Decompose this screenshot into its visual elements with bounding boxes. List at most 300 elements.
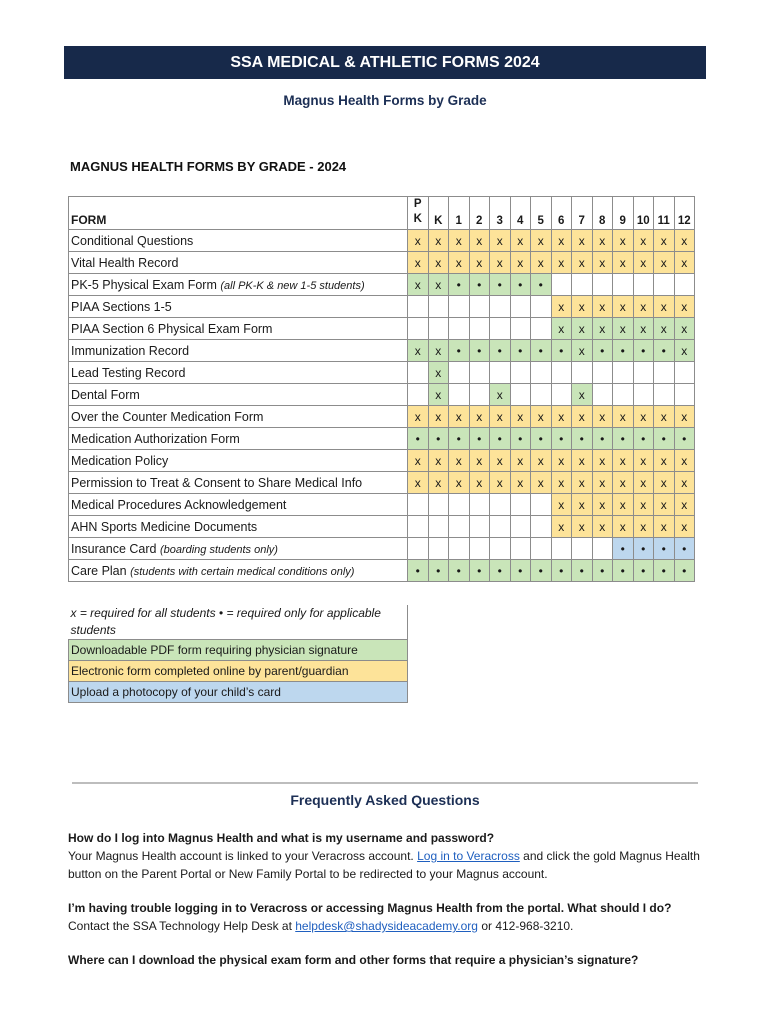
grade-cell: •: [449, 274, 470, 296]
grade-cell: x: [592, 450, 613, 472]
form-name-text: Care Plan: [71, 563, 131, 578]
grade-cell: •: [531, 428, 552, 450]
grade-cell: •: [408, 428, 429, 450]
grade-cell: [408, 296, 429, 318]
grade-cell: [408, 362, 429, 384]
grade-cell: [469, 516, 490, 538]
grade-cell: x: [531, 450, 552, 472]
grade-cell: x: [572, 296, 593, 318]
grade-cell: x: [674, 472, 695, 494]
grade-cell: x: [613, 406, 634, 428]
table-row: [69, 450, 695, 472]
grade-cell: x: [674, 318, 695, 340]
grade-cell: x: [572, 472, 593, 494]
grade-cell: [490, 538, 511, 560]
grade-cell: •: [531, 340, 552, 362]
grade-cell: x: [428, 384, 449, 406]
grade-cell: x: [633, 472, 654, 494]
table-row: [69, 296, 695, 318]
grade-cell: x: [428, 230, 449, 252]
grade-cell: x: [449, 230, 470, 252]
grade-cell: [531, 318, 552, 340]
grade-cell: x: [469, 230, 490, 252]
grade-cell: x: [551, 252, 572, 274]
grade-header: 7: [572, 197, 593, 230]
grade-cell: x: [674, 230, 695, 252]
grade-cell: x: [408, 274, 429, 296]
grade-cell: [469, 494, 490, 516]
grade-cell: •: [469, 428, 490, 450]
grade-cell: x: [490, 252, 511, 274]
grade-cell: x: [613, 296, 634, 318]
grade-cell: x: [674, 450, 695, 472]
grade-cell: x: [449, 252, 470, 274]
table-row: [69, 472, 695, 494]
form-name: [69, 362, 408, 384]
grade-cell: [572, 274, 593, 296]
grade-cell: [449, 516, 470, 538]
grade-cell: •: [531, 274, 552, 296]
table-row: [69, 362, 695, 384]
grade-cell: •: [572, 428, 593, 450]
grade-cell: •: [490, 274, 511, 296]
table-row: [69, 318, 695, 340]
grade-cell: •: [490, 428, 511, 450]
grade-cell: x: [551, 472, 572, 494]
grade-cell: [510, 318, 531, 340]
grade-cell: [674, 274, 695, 296]
grade-cell: •: [428, 560, 449, 582]
grade-header: K: [428, 197, 449, 230]
grade-cell: •: [654, 428, 675, 450]
grade-cell: x: [592, 318, 613, 340]
form-name-text: PK-5 Physical Exam Form: [71, 277, 221, 292]
grade-cell: •: [469, 340, 490, 362]
table-row: [69, 560, 695, 582]
grade-cell: x: [510, 472, 531, 494]
grade-cell: [408, 318, 429, 340]
grade-cell: x: [592, 472, 613, 494]
form-column-header: FORM: [69, 197, 408, 230]
grade-cell: x: [592, 230, 613, 252]
grade-cell: x: [613, 252, 634, 274]
table-row: [69, 494, 695, 516]
grade-cell: x: [408, 340, 429, 362]
legend-yellow: Electronic form completed online by parent/guardian: [69, 661, 408, 682]
grade-cell: [551, 538, 572, 560]
grade-cell: x: [408, 450, 429, 472]
faq-question: I’m having trouble logging in to Veracross or accessing Magnus Health from the portal. What should I do?: [68, 901, 672, 915]
grade-cell: x: [654, 516, 675, 538]
grade-cell: x: [408, 406, 429, 428]
grade-cell: x: [633, 296, 654, 318]
grade-cell: •: [572, 560, 593, 582]
grade-cell: [428, 494, 449, 516]
grade-cell: x: [572, 406, 593, 428]
grade-cell: x: [449, 472, 470, 494]
grade-cell: x: [449, 450, 470, 472]
grade-cell: x: [633, 450, 654, 472]
grade-cell: [633, 362, 654, 384]
grade-cell: •: [551, 560, 572, 582]
grade-cell: [408, 384, 429, 406]
grade-header: P K: [408, 197, 429, 230]
form-name: [69, 406, 408, 428]
grade-cell: x: [531, 406, 552, 428]
grade-cell: x: [449, 406, 470, 428]
grade-cell: •: [551, 340, 572, 362]
grade-cell: x: [613, 230, 634, 252]
faq-item-2: [68, 899, 708, 935]
form-name-text: Vital Health Record: [71, 255, 179, 270]
form-name: [69, 274, 408, 296]
grade-cell: •: [469, 274, 490, 296]
table-header-row: [69, 197, 695, 230]
faq-answer: [68, 847, 708, 883]
grade-cell: •: [654, 340, 675, 362]
grade-cell: [531, 494, 552, 516]
table-row: [69, 538, 695, 560]
grade-cell: x: [654, 450, 675, 472]
grade-cell: x: [408, 252, 429, 274]
grade-header: 4: [510, 197, 531, 230]
table-row: [69, 384, 695, 406]
form-name-text: Medication Authorization Form: [71, 431, 240, 446]
grade-cell: [531, 296, 552, 318]
grade-cell: x: [572, 450, 593, 472]
grade-cell: x: [408, 472, 429, 494]
grade-cell: [510, 494, 531, 516]
grade-cell: •: [592, 340, 613, 362]
grade-cell: x: [428, 472, 449, 494]
legend: [68, 605, 408, 703]
grade-cell: [572, 538, 593, 560]
grade-cell: x: [572, 318, 593, 340]
grade-header: 5: [531, 197, 552, 230]
faq-answer-text: Your Magnus Health account is linked to your Veracross account.: [68, 849, 418, 863]
grade-cell: x: [674, 406, 695, 428]
grade-cell: x: [654, 296, 675, 318]
page-subtitle: Magnus Health Forms by Grade: [283, 93, 487, 108]
form-name: [69, 252, 408, 274]
grade-cell: x: [469, 450, 490, 472]
grade-cell: x: [428, 252, 449, 274]
form-name-text: Conditional Questions: [71, 233, 194, 248]
grade-cell: x: [654, 494, 675, 516]
grade-cell: •: [633, 538, 654, 560]
grade-cell: x: [469, 252, 490, 274]
grade-cell: •: [592, 560, 613, 582]
grade-cell: [531, 384, 552, 406]
legend-green: Downloadable PDF form requiring physician signature: [69, 640, 408, 661]
grade-cell: x: [531, 252, 552, 274]
form-name: [69, 230, 408, 252]
form-name: [69, 472, 408, 494]
grade-cell: x: [490, 472, 511, 494]
grade-cell: •: [531, 560, 552, 582]
grade-cell: x: [654, 318, 675, 340]
grade-cell: x: [572, 494, 593, 516]
grade-cell: x: [592, 516, 613, 538]
grade-cell: x: [654, 230, 675, 252]
form-name-text: Over the Counter Medication Form: [71, 409, 264, 424]
grade-cell: x: [592, 252, 613, 274]
grade-cell: x: [551, 516, 572, 538]
grade-cell: •: [613, 560, 634, 582]
grade-cell: •: [510, 560, 531, 582]
grade-cell: •: [674, 428, 695, 450]
grade-header: 1: [449, 197, 470, 230]
grade-cell: x: [633, 230, 654, 252]
grade-cell: •: [490, 560, 511, 582]
form-name: [69, 450, 408, 472]
table-row: [69, 252, 695, 274]
grade-cell: x: [613, 494, 634, 516]
grade-cell: [469, 384, 490, 406]
grade-cell: [510, 384, 531, 406]
grade-cell: •: [613, 340, 634, 362]
table-row: [69, 516, 695, 538]
section-heading: MAGNUS HEALTH FORMS BY GRADE - 2024: [70, 159, 347, 174]
grade-cell: •: [674, 538, 695, 560]
grade-cell: •: [633, 560, 654, 582]
grade-cell: [490, 516, 511, 538]
grade-cell: x: [633, 318, 654, 340]
form-name-note: (students with certain medical conditions only): [130, 565, 355, 578]
grade-cell: •: [654, 560, 675, 582]
grade-cell: •: [551, 428, 572, 450]
table-row: [69, 274, 695, 296]
faq-item-3: [68, 951, 708, 969]
grade-cell: x: [654, 472, 675, 494]
grade-cell: x: [428, 274, 449, 296]
grade-cell: x: [674, 296, 695, 318]
grade-cell: [633, 384, 654, 406]
form-name: [69, 560, 408, 582]
grade-cell: x: [551, 296, 572, 318]
grade-cell: [469, 296, 490, 318]
grade-cell: •: [449, 340, 470, 362]
grade-cell: [408, 516, 429, 538]
grade-cell: [408, 538, 429, 560]
grade-cell: x: [572, 516, 593, 538]
grade-cell: x: [428, 340, 449, 362]
grade-cell: •: [510, 428, 531, 450]
grade-cell: x: [490, 384, 511, 406]
grade-cell: [510, 538, 531, 560]
grade-cell: [449, 318, 470, 340]
grade-cell: [592, 274, 613, 296]
helpdesk-email-link[interactable]: helpdesk@shadysideacademy.org: [295, 919, 478, 933]
grade-header: 9: [613, 197, 634, 230]
grade-cell: [449, 296, 470, 318]
grade-header: 12: [674, 197, 695, 230]
grade-cell: [490, 296, 511, 318]
grade-cell: [428, 516, 449, 538]
grade-cell: •: [674, 560, 695, 582]
form-name-note: (boarding students only): [159, 543, 278, 556]
grade-cell: [408, 494, 429, 516]
grade-cell: [449, 494, 470, 516]
grade-cell: [613, 274, 634, 296]
table-row: [69, 230, 695, 252]
form-name-text: PIAA Section 6 Physical Exam Form: [71, 321, 273, 336]
grade-cell: x: [510, 406, 531, 428]
grade-cell: x: [531, 230, 552, 252]
grade-cell: [592, 362, 613, 384]
grade-cell: [428, 296, 449, 318]
grade-header: 6: [551, 197, 572, 230]
grade-cell: x: [490, 406, 511, 428]
grade-cell: [572, 362, 593, 384]
grade-cell: [510, 516, 531, 538]
grade-cell: [469, 362, 490, 384]
form-name-text: Insurance Card: [71, 541, 160, 556]
grade-cell: x: [613, 516, 634, 538]
grade-cell: x: [490, 230, 511, 252]
grade-cell: x: [633, 494, 654, 516]
grade-cell: x: [428, 362, 449, 384]
grade-cell: [531, 362, 552, 384]
grade-cell: x: [572, 340, 593, 362]
grade-cell: [633, 274, 654, 296]
form-name-note: (all PK-K & new 1-5 students): [220, 279, 365, 292]
faq-title: Frequently Asked Questions: [290, 792, 480, 808]
grade-cell: x: [469, 406, 490, 428]
grade-header: 2: [469, 197, 490, 230]
grade-cell: x: [551, 406, 572, 428]
grade-header: 3: [490, 197, 511, 230]
grade-cell: •: [613, 428, 634, 450]
grade-cell: x: [572, 252, 593, 274]
faq-question: How do I log into Magnus Health and what is my username and password?: [68, 831, 495, 845]
grade-cell: x: [551, 450, 572, 472]
grade-cell: [551, 384, 572, 406]
grade-cell: [654, 274, 675, 296]
grade-header: 8: [592, 197, 613, 230]
grade-cell: x: [654, 406, 675, 428]
grade-cell: [592, 538, 613, 560]
faq-answer-text: Contact the SSA Technology Help Desk at: [68, 919, 296, 933]
faq-answer-text: and click the gold Magnus Health button on the Parent Portal or New Family Portal to be redirected to your Magnus account.: [68, 849, 700, 881]
form-name: [69, 538, 408, 560]
grade-cell: x: [674, 340, 695, 362]
grade-cell: •: [633, 340, 654, 362]
grade-cell: •: [490, 340, 511, 362]
grade-cell: [613, 384, 634, 406]
forms-by-grade-table: [68, 196, 695, 582]
grade-cell: [449, 384, 470, 406]
grade-cell: [613, 362, 634, 384]
legend-blue: Upload a photocopy of your child’s card: [69, 682, 408, 703]
table-row: [69, 428, 695, 450]
grade-cell: •: [613, 538, 634, 560]
grade-cell: [428, 538, 449, 560]
grade-cell: [490, 318, 511, 340]
grade-cell: •: [449, 560, 470, 582]
grade-cell: x: [613, 318, 634, 340]
grade-cell: x: [674, 516, 695, 538]
grade-cell: x: [633, 406, 654, 428]
grade-cell: •: [654, 538, 675, 560]
form-name-text: Dental Form: [71, 387, 140, 402]
grade-cell: x: [654, 252, 675, 274]
grade-cell: [490, 494, 511, 516]
grade-cell: [551, 362, 572, 384]
form-name: [69, 384, 408, 406]
form-name-text: Immunization Record: [71, 343, 190, 358]
grade-cell: x: [490, 450, 511, 472]
veracross-login-link[interactable]: Log in to Veracross: [417, 849, 520, 863]
grade-cell: x: [531, 472, 552, 494]
grade-cell: •: [449, 428, 470, 450]
grade-header: 10: [633, 197, 654, 230]
grade-cell: x: [572, 230, 593, 252]
grade-cell: x: [469, 472, 490, 494]
faq-answer: [68, 917, 708, 935]
form-name-text: Medical Procedures Acknowledgement: [71, 497, 287, 512]
form-name-text: Lead Testing Record: [71, 365, 186, 380]
grade-cell: [469, 538, 490, 560]
grade-cell: x: [633, 252, 654, 274]
grade-cell: x: [551, 318, 572, 340]
grade-cell: •: [469, 560, 490, 582]
form-name: [69, 516, 408, 538]
grade-cell: x: [551, 494, 572, 516]
grade-cell: x: [674, 494, 695, 516]
grade-cell: x: [510, 230, 531, 252]
page-banner: SSA MEDICAL & ATHLETIC FORMS 2024: [64, 46, 706, 79]
grade-cell: [449, 538, 470, 560]
grade-cell: x: [633, 516, 654, 538]
grade-cell: [490, 362, 511, 384]
grade-cell: x: [613, 472, 634, 494]
grade-cell: [654, 384, 675, 406]
grade-cell: [469, 318, 490, 340]
grade-cell: •: [510, 274, 531, 296]
grade-cell: •: [633, 428, 654, 450]
grade-cell: [592, 384, 613, 406]
grade-cell: x: [592, 494, 613, 516]
grade-cell: [428, 318, 449, 340]
grade-cell: •: [428, 428, 449, 450]
grade-cell: x: [674, 252, 695, 274]
faq-question: Where can I download the physical exam form and other forms that require a physician’s signature?: [68, 953, 639, 967]
form-name: [69, 318, 408, 340]
grade-cell: x: [613, 450, 634, 472]
faq-item-1: [68, 829, 708, 883]
form-name-text: Permission to Treat & Consent to Share Medical Info: [71, 475, 363, 490]
grade-cell: x: [592, 406, 613, 428]
grade-cell: x: [572, 384, 593, 406]
form-name-text: Medication Policy: [71, 453, 169, 468]
faq-answer-text: or 412-968-3210.: [477, 919, 574, 933]
grade-cell: [510, 362, 531, 384]
grade-cell: •: [592, 428, 613, 450]
form-name: [69, 296, 408, 318]
grade-cell: x: [592, 296, 613, 318]
grade-cell: [674, 384, 695, 406]
grade-cell: [510, 296, 531, 318]
grade-cell: [531, 538, 552, 560]
grade-cell: x: [551, 230, 572, 252]
table-row: [69, 340, 695, 362]
grade-cell: x: [428, 406, 449, 428]
grade-cell: x: [408, 230, 429, 252]
grade-cell: [551, 274, 572, 296]
grade-cell: [674, 362, 695, 384]
grade-cell: •: [510, 340, 531, 362]
